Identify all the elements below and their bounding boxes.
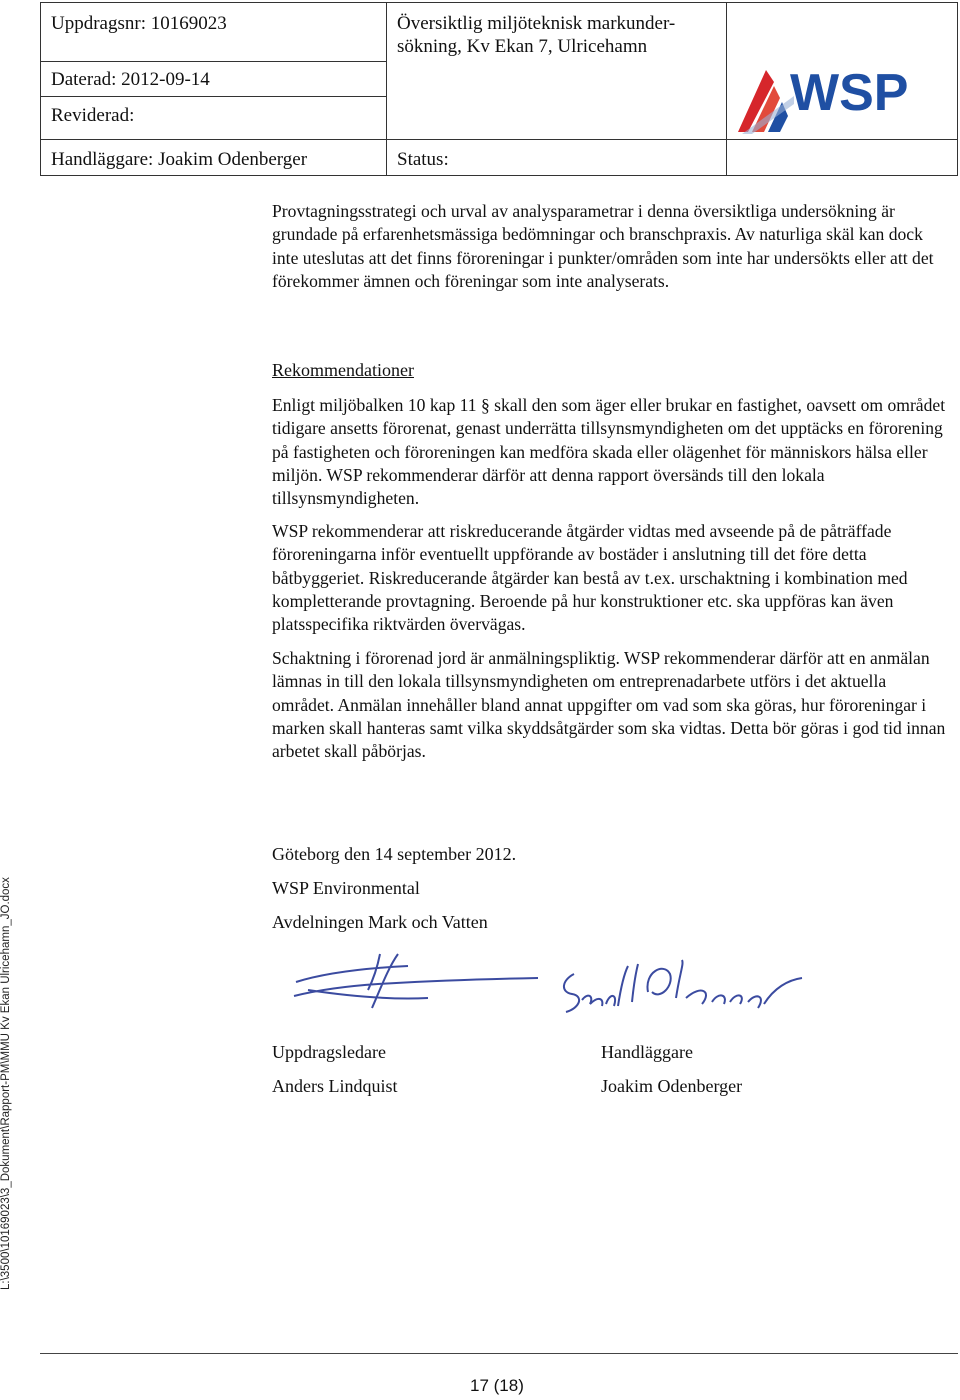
company-name: WSP Environmental	[272, 878, 420, 898]
signature-anders-lindquist	[288, 950, 548, 1020]
signer-role-right: Handläggare	[601, 1042, 693, 1062]
footer-divider	[40, 1353, 958, 1354]
header-divider	[40, 61, 386, 62]
document-title-line1: Översiktlig miljöteknisk markunder-	[397, 13, 676, 34]
file-path-sidebar: L:\3500\10169023\3_Dokument\Rapport-PM\MMU Kv Ekan Ulricehamn_JO.docx	[0, 877, 12, 1290]
wsp-logo	[734, 60, 954, 140]
revised-field: Reviderad:	[51, 105, 135, 126]
department-name: Avdelningen Mark och Vatten	[272, 912, 488, 932]
handler-field: Handläggare: Joakim Odenberger	[51, 149, 308, 170]
document-title-line2: sökning, Kv Ekan 7, Ulricehamn	[397, 36, 648, 57]
page-number: 17 (18)	[470, 1376, 524, 1395]
signer-role-left: Uppdragsledare	[272, 1042, 386, 1062]
dated-field: Daterad: 2012-09-14	[51, 69, 210, 90]
recommendation-paragraph: Schaktning i förorenad jord är anmälningspliktig. WSP rekommenderar därför att en anmälan lämnas in till den lokala tillsynsmyndigheten om entreprenadarbete utförs i det aktuella området. Anmälan innehåller bland annat uppgifter om vad som ska göras, hur föroreningar i marken skall hanteras samt vilka skyddsåtgärder som ska vidtas. Detta bör göras i god tid innan arbetet skall påbörjas.	[272, 648, 946, 762]
svg-text:WSP: WSP	[790, 64, 909, 122]
recommendation-paragraph: Enligt miljöbalken 10 kap 11 § skall den som äger eller brukar en fastighet, oavsett om området tidigare ansetts förorenat, genast underrätta tillsynsmyndigheten om det upptäcks en förorening på fastigheten och föroreningen kan medföra skada eller olägenhet för människors hälsa eller miljön. WSP rekommenderar därför att denna rapport översänds till den lokala tillsynsmyndigheten.	[272, 395, 946, 509]
assignment-number: Uppdragsnr: 10169023	[51, 13, 227, 34]
recommendation-paragraph: WSP rekommenderar att riskreducerande åtgärder vidtas med avseende på de påträffade föroreningarna inför eventuellt uppförande av bostäder i anslutning till det före detta båtbyggeriet. Riskreducerande åtgärder kan bestå av t.ex. urschaktning i kombination med kompletterande provtagning. Beroende på hur konstruktioner etc. ska uppföras kan även platsspecifika riktvärden övervägas.	[272, 521, 908, 635]
header-divider	[386, 2, 387, 176]
intro-paragraph: Provtagningsstrategi och urval av analysparametrar i denna översiktliga undersökning är grundade på erfarenhetsmässiga bedömningar och branschpraxis. Av naturliga skäl kan dock inte uteslutas att det finns föroreningar i punkter/områden som inte har undersökts eller att det förekommer ämnen och föreningar som inte analyserats.	[272, 201, 934, 291]
header-divider	[40, 96, 386, 97]
place-and-date: Göteborg den 14 september 2012.	[272, 844, 517, 864]
signer-name-left: Anders Lindquist	[272, 1076, 398, 1096]
signature-joakim-odenberger	[552, 952, 812, 1022]
header-divider	[726, 2, 727, 176]
section-heading: Rekommendationer	[272, 360, 414, 380]
signer-name-right: Joakim Odenberger	[601, 1076, 743, 1096]
status-field: Status:	[397, 149, 449, 170]
